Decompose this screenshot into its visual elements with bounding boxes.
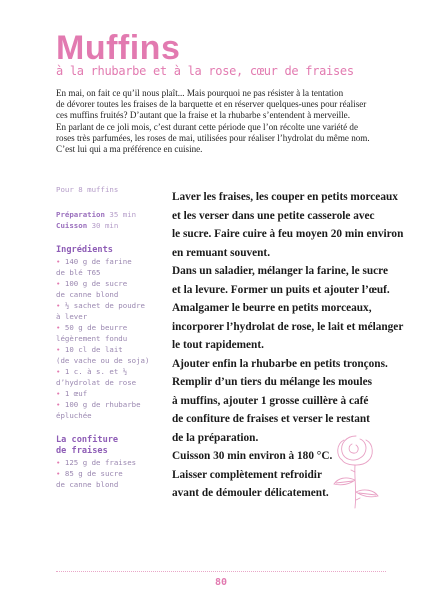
intro-line: de dévorer toutes les fraises de la barquette et en réserver quelques-unes pour réaliser (56, 99, 367, 110)
footer-divider (56, 571, 386, 572)
ingredient-text: de blé T65 (56, 268, 101, 277)
ingredient-text: 50 g de beurre (64, 323, 128, 332)
cook-time (56, 220, 168, 231)
step-line: à muffins, ajouter 1 grosse cuillère à café (172, 394, 369, 407)
confiture-list (56, 457, 168, 490)
ingredient-item (56, 377, 168, 388)
step-line: Remplir d’un tiers du mélange les moules (172, 376, 372, 388)
servings-text: Pour 8 muffins (56, 185, 119, 194)
bullet-icon: • (56, 345, 65, 354)
bullet-icon: • (56, 301, 65, 310)
ingredients-heading: Ingrédients (56, 245, 113, 255)
ingredient-item (56, 479, 168, 490)
step-line: et la levure. Former un puits et ajouter l’œuf. (172, 283, 390, 296)
step-line: le tout rapidement. (172, 339, 264, 351)
recipe-subtitle: à la rhubarbe et à la rose, cœur de fraises (56, 64, 354, 78)
ingredient-text: 100 g de rhubarbe (64, 400, 141, 409)
ingredient-text: légèrement fondu (56, 334, 128, 343)
ingredients-sidebar (56, 184, 168, 490)
intro-line: En mai, on fait ce qu’il nous plaît... Mais pourquoi ne pas résister à la tentation (56, 88, 344, 98)
intro-line: C’est lui qui a ma préférence en cuisine. (56, 144, 203, 155)
ingredient-item (56, 256, 168, 267)
bullet-icon: • (56, 279, 65, 288)
intro-paragraph (56, 88, 386, 155)
recipe-title: Muffins (56, 29, 181, 67)
step-line: Laisser complètement refroidir (172, 468, 322, 481)
ingredient-text: épluchée (56, 411, 92, 420)
ingredient-text: d’hydrolat de rose (56, 378, 137, 387)
ingredient-item (56, 289, 168, 300)
ingredient-text: 140 g de farine (64, 257, 132, 266)
ingredient-text: ½ sachet de poudre (64, 301, 145, 310)
ingredient-text: à lever (56, 312, 88, 321)
ingredient-text: 100 g de sucre (64, 279, 128, 288)
bullet-icon: • (56, 367, 65, 376)
ingredient-item (56, 355, 168, 366)
bullet-icon: • (56, 458, 65, 467)
ingredient-item (56, 344, 168, 355)
step-line: Ajouter enfin la rhubarbe en petits tronçons. (172, 357, 388, 370)
confiture-heading (56, 435, 168, 457)
rose-illustration (326, 430, 386, 512)
ingredient-text: 1 œuf (64, 389, 88, 398)
cook-value: 30 min (91, 221, 119, 230)
step-line: Cuisson 30 min environ à 180 °C. (172, 450, 333, 462)
intro-line: roses très parfumées, les roses de mai, utilisées pour réaliser l’hydrolat du même nom. (56, 132, 370, 143)
bullet-icon: • (56, 389, 65, 398)
step-line: Amalgamer le beurre en petits morceaux, (172, 302, 372, 314)
ingredient-text: 85 g de sucre (64, 469, 123, 478)
bullet-icon: • (56, 257, 65, 266)
ingredient-text: de canne blond (56, 290, 119, 299)
ingredient-item (56, 278, 168, 289)
ingredient-item (56, 457, 168, 468)
step-line: Laver les fraises, les couper en petits morceaux (172, 191, 398, 203)
ingredient-item (56, 399, 168, 410)
ingredient-item (56, 410, 168, 421)
ingredient-item (56, 300, 168, 311)
confiture-heading-line2: de fraises (56, 446, 108, 456)
step-line: Dans un saladier, mélanger la farine, le sucre (172, 265, 388, 277)
ingredient-text: 125 g de fraises (64, 458, 137, 467)
bullet-icon: • (56, 469, 65, 478)
ingredient-item (56, 267, 168, 278)
ingredient-item (56, 333, 168, 344)
step-line: et les verser dans une petite casserole avec (172, 209, 375, 222)
ingredients-list (56, 256, 168, 421)
bullet-icon: • (56, 400, 65, 409)
step-line: le sucre. Faire cuire à feu moyen 20 min environ (172, 228, 404, 240)
ingredient-item (56, 311, 168, 322)
prep-time (56, 209, 168, 220)
page-number: 80 (214, 577, 228, 588)
ingredient-item (56, 388, 168, 399)
ingredient-text: (de vache ou de soja) (56, 356, 150, 365)
prep-label: Préparation (56, 210, 105, 219)
ingredient-item (56, 322, 168, 333)
cook-label: Cuisson (56, 221, 88, 230)
ingredient-text: de canne blond (56, 480, 119, 489)
confiture-heading-line1: La confiture (56, 435, 119, 445)
step-line: de la préparation. (172, 431, 259, 444)
ingredient-text: 1 c. à s. et ½ (64, 367, 128, 376)
intro-line: ces muffins fruités? D’autant que la fraise et la rhubarbe s’entendent à merveille. (56, 110, 350, 121)
ingredient-text: 10 cl de lait (64, 345, 123, 354)
step-line: en remuant souvent. (172, 246, 271, 259)
step-line: incorporer l’hydrolat de rose, le lait et mélanger (172, 320, 404, 333)
prep-value: 35 min (109, 210, 137, 219)
ingredient-item (56, 366, 168, 377)
step-line: de confiture de fraises et verser le restant (172, 413, 370, 425)
ingredient-item (56, 468, 168, 479)
intro-line: En parlant de ce joli mois, c’est durant cette période que l’on récolte une variété de (56, 121, 358, 132)
bullet-icon: • (56, 323, 65, 332)
step-line: avant de démouler délicatement. (172, 487, 329, 499)
